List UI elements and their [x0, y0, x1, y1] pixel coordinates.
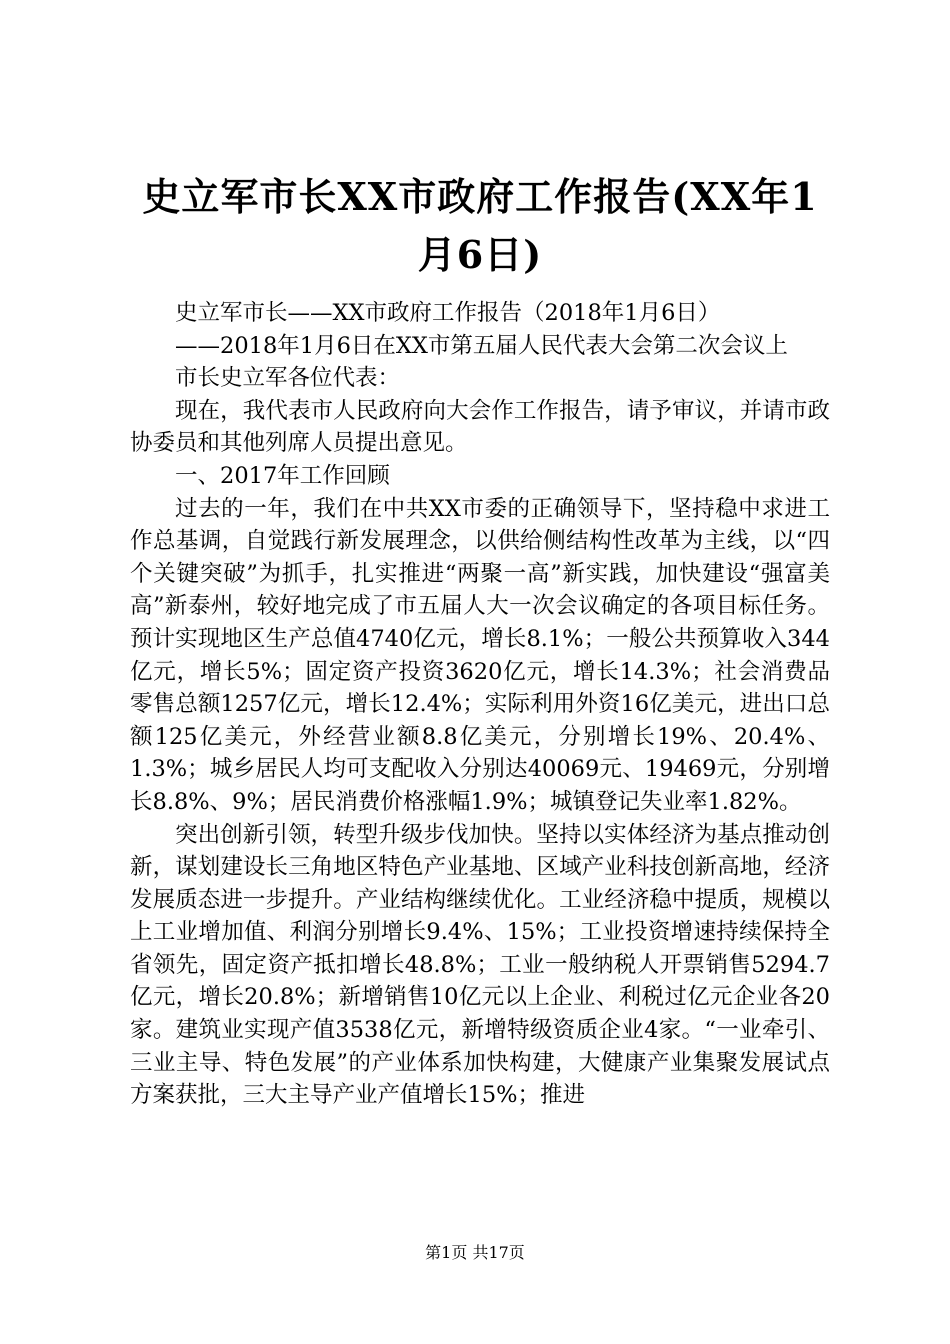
body-paragraph: 过去的一年，我们在中共XX市委的正确领导下，坚持稳中求进工作总基调，自觉践行新发展理念，以供给侧结构性改革为主线，以“四个关键突破”为抓手，扎实推进“两聚一高”新实践，加快建设“强富美高”新泰州，较好地完成了市五届人大一次会议确定的各项目标任务。预计实现地区生产总值4740亿元，增长8.1%；一般公共预算收入344亿元，增长5%；固定资产投资3620亿元，增长14.3%；社会消费品零售总额1257亿元，增长12.4%；实际利用外资16亿美元，进出口总额125亿美元，外经营业额8.8亿美元，分别增长19%、20.4%、1.3%；城乡居民人均可支配收入分别达40069元、19469元，分别增长8.8%、9%；居民消费价格涨幅1.9%；城镇登记失业率1.82%。	[130, 495, 830, 815]
document-body	[130, 297, 830, 1112]
section-heading: 一、2017年工作回顾	[175, 462, 390, 489]
document-title: 史立军市长XX市政府工作报告(XX年1月6日)	[142, 174, 818, 277]
body-paragraph: 现在，我代表市人民政府向大会作工作报告，请予审议，并请市政协委员和其他列席人员提出意见。	[130, 397, 830, 457]
body-paragraph: 突出创新引领，转型升级步伐加快。坚持以实体经济为基点推动创新，谋划建设长三角地区特色产业基地、区域产业科技创新高地，经济发展质态进一步提升。产业结构继续优化。工业经济稳中提质，规模以上工业增加值、利润分别增长9.4%、15%；工业投资增速持续保持全省领先，固定资产抵扣增长48.8%；工业一般纳税人开票销售5294.7亿元，增长20.8%；新增销售10亿元以上企业、利税过亿元企业各20家。建筑业实现产值3538亿元，新增特级资质企业4家。“一业牵引、三业主导、特色发展”的产业体系加快构建，大健康产业集聚发展试点方案获批，三大主导产业产值增长15%；推进	[130, 821, 830, 1109]
meeting-note: ——2018年1月6日在XX市第五届人民代表大会第二次会议上	[175, 332, 788, 359]
report-subtitle: 史立军市长——XX市政府工作报告（2018年1月6日）	[175, 300, 721, 326]
salutation: 市长史立军各位代表：	[175, 365, 401, 392]
page-number: 第1页 共17页	[425, 1243, 525, 1262]
